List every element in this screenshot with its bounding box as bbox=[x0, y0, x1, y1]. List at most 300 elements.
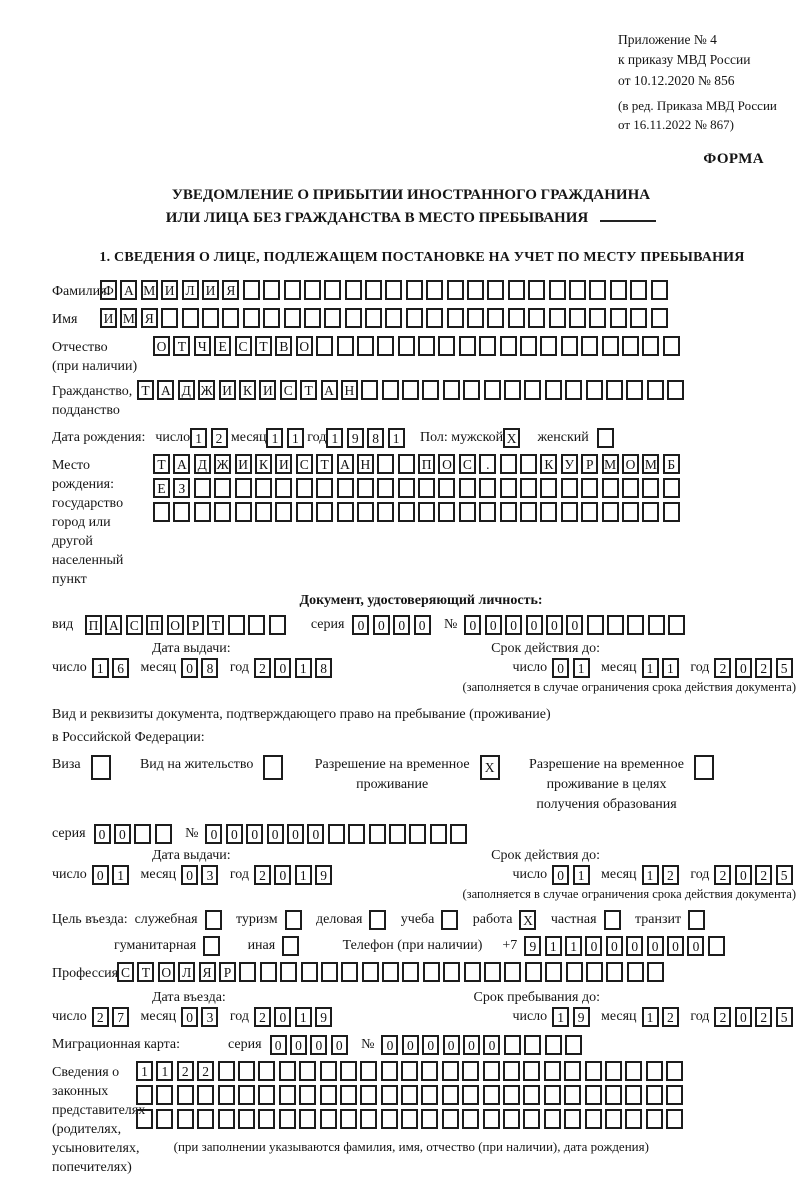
birthplace-char-box[interactable] bbox=[663, 502, 680, 522]
entry-month-box[interactable]: 0 bbox=[181, 1007, 198, 1027]
stay-until-day-box[interactable]: 1 bbox=[552, 1007, 569, 1027]
stay-doc-series-box[interactable]: 0 bbox=[114, 824, 131, 844]
citizenship-char-box[interactable] bbox=[524, 380, 541, 400]
birthplace-char-box[interactable] bbox=[337, 478, 354, 498]
birthplace-char-box[interactable] bbox=[459, 478, 476, 498]
phone-digit-box[interactable]: 1 bbox=[545, 936, 562, 956]
birthplace-char-box[interactable] bbox=[398, 478, 415, 498]
doc-type-char-box[interactable]: Т bbox=[207, 615, 224, 635]
doc-type-char-box[interactable] bbox=[228, 615, 245, 635]
representatives-char-box[interactable] bbox=[340, 1109, 357, 1129]
birthplace-char-box[interactable] bbox=[398, 454, 415, 474]
birthplace-char-box[interactable] bbox=[235, 478, 252, 498]
doc-number-box[interactable]: 0 bbox=[546, 615, 563, 635]
stay-doc-issue-month-box[interactable]: 0 bbox=[181, 865, 198, 885]
doc-issue-year-box[interactable]: 0 bbox=[274, 658, 291, 678]
birthplace-char-box[interactable] bbox=[622, 478, 639, 498]
surname-char-box[interactable] bbox=[589, 280, 606, 300]
surname-char-box[interactable] bbox=[304, 280, 321, 300]
birthplace-char-box[interactable] bbox=[214, 478, 231, 498]
visa-checkbox[interactable] bbox=[91, 755, 111, 780]
representatives-char-box[interactable] bbox=[401, 1109, 418, 1129]
birthplace-char-box[interactable] bbox=[520, 454, 537, 474]
stay-doc-number-box[interactable]: 0 bbox=[307, 824, 324, 844]
profession-char-box[interactable] bbox=[260, 962, 277, 982]
stay-doc-issue-year-box[interactable]: 1 bbox=[295, 865, 312, 885]
citizenship-char-box[interactable] bbox=[586, 380, 603, 400]
surname-char-box[interactable] bbox=[467, 280, 484, 300]
profession-char-box[interactable] bbox=[423, 962, 440, 982]
migration-series-box[interactable]: 0 bbox=[290, 1035, 307, 1055]
surname-char-box[interactable] bbox=[324, 280, 341, 300]
firstname-char-box[interactable] bbox=[304, 308, 321, 328]
birthplace-char-box[interactable]: И bbox=[275, 454, 292, 474]
phone-digit-box[interactable]: 0 bbox=[606, 936, 623, 956]
representatives-char-box[interactable] bbox=[625, 1085, 642, 1105]
firstname-char-box[interactable] bbox=[589, 308, 606, 328]
patronymic-char-box[interactable]: Е bbox=[214, 336, 231, 356]
representatives-char-box[interactable] bbox=[605, 1061, 622, 1081]
representatives-char-box[interactable] bbox=[299, 1085, 316, 1105]
birthplace-char-box[interactable] bbox=[398, 502, 415, 522]
surname-char-box[interactable]: М bbox=[141, 280, 158, 300]
patronymic-char-box[interactable]: В bbox=[275, 336, 292, 356]
stay-until-day-box[interactable]: 9 bbox=[573, 1007, 590, 1027]
entry-month-box[interactable]: 3 bbox=[201, 1007, 218, 1027]
birthdate-day-box[interactable]: 2 bbox=[211, 428, 228, 448]
representatives-char-box[interactable] bbox=[564, 1109, 581, 1129]
profession-char-box[interactable] bbox=[362, 962, 379, 982]
representatives-char-box[interactable] bbox=[544, 1061, 561, 1081]
profession-char-box[interactable] bbox=[301, 962, 318, 982]
representatives-char-box[interactable] bbox=[523, 1085, 540, 1105]
citizenship-char-box[interactable] bbox=[463, 380, 480, 400]
birthplace-char-box[interactable]: Д bbox=[194, 454, 211, 474]
patronymic-char-box[interactable] bbox=[377, 336, 394, 356]
citizenship-char-box[interactable]: С bbox=[280, 380, 297, 400]
citizenship-char-box[interactable]: И bbox=[259, 380, 276, 400]
representatives-char-box[interactable] bbox=[156, 1085, 173, 1105]
patronymic-char-box[interactable]: Т bbox=[173, 336, 190, 356]
stay-doc-number-box[interactable] bbox=[409, 824, 426, 844]
birthplace-char-box[interactable] bbox=[255, 478, 272, 498]
doc-issue-month-box[interactable]: 0 bbox=[181, 658, 198, 678]
entry-year-box[interactable]: 9 bbox=[315, 1007, 332, 1027]
entry-year-box[interactable]: 2 bbox=[254, 1007, 271, 1027]
purpose-official-checkbox[interactable] bbox=[205, 910, 222, 930]
doc-series-box[interactable]: 0 bbox=[373, 615, 390, 635]
doc-issue-day-box[interactable]: 1 bbox=[92, 658, 109, 678]
representatives-char-box[interactable] bbox=[544, 1085, 561, 1105]
firstname-char-box[interactable]: Я bbox=[141, 308, 158, 328]
birthplace-char-box[interactable] bbox=[153, 502, 170, 522]
representatives-char-box[interactable] bbox=[156, 1109, 173, 1129]
citizenship-char-box[interactable]: Т bbox=[300, 380, 317, 400]
birthplace-char-box[interactable] bbox=[520, 502, 537, 522]
stay-doc-number-box[interactable] bbox=[389, 824, 406, 844]
birthplace-char-box[interactable]: А bbox=[337, 454, 354, 474]
migration-number-box[interactable]: 0 bbox=[443, 1035, 460, 1055]
representatives-char-box[interactable] bbox=[523, 1061, 540, 1081]
citizenship-char-box[interactable] bbox=[606, 380, 623, 400]
representatives-char-box[interactable] bbox=[421, 1061, 438, 1081]
entry-day-box[interactable]: 7 bbox=[112, 1007, 129, 1027]
birthdate-year-box[interactable]: 1 bbox=[326, 428, 343, 448]
patronymic-char-box[interactable] bbox=[459, 336, 476, 356]
birthplace-char-box[interactable] bbox=[561, 478, 578, 498]
firstname-char-box[interactable] bbox=[610, 308, 627, 328]
firstname-char-box[interactable] bbox=[222, 308, 239, 328]
stay-until-month-box[interactable]: 1 bbox=[642, 1007, 659, 1027]
birthplace-char-box[interactable] bbox=[377, 502, 394, 522]
phone-digit-box[interactable]: 0 bbox=[626, 936, 643, 956]
stay-doc-expiry-month-box[interactable]: 2 bbox=[662, 865, 679, 885]
representatives-char-box[interactable] bbox=[238, 1109, 255, 1129]
patronymic-char-box[interactable] bbox=[581, 336, 598, 356]
representatives-char-box[interactable] bbox=[585, 1085, 602, 1105]
profession-char-box[interactable]: Я bbox=[199, 962, 216, 982]
birthplace-char-box[interactable]: И bbox=[235, 454, 252, 474]
birthplace-char-box[interactable] bbox=[602, 502, 619, 522]
surname-char-box[interactable]: И bbox=[202, 280, 219, 300]
stay-doc-expiry-day-box[interactable]: 0 bbox=[552, 865, 569, 885]
birthplace-char-box[interactable] bbox=[173, 502, 190, 522]
representatives-char-box[interactable] bbox=[564, 1085, 581, 1105]
birthplace-char-box[interactable] bbox=[275, 502, 292, 522]
birthplace-char-box[interactable] bbox=[500, 478, 517, 498]
firstname-char-box[interactable] bbox=[528, 308, 545, 328]
birthplace-char-box[interactable] bbox=[377, 454, 394, 474]
birthdate-year-box[interactable]: 8 bbox=[367, 428, 384, 448]
citizenship-char-box[interactable] bbox=[504, 380, 521, 400]
patronymic-char-box[interactable] bbox=[642, 336, 659, 356]
citizenship-char-box[interactable] bbox=[422, 380, 439, 400]
stay-doc-expiry-year-box[interactable]: 0 bbox=[735, 865, 752, 885]
purpose-work-checkbox[interactable]: X bbox=[519, 910, 536, 930]
doc-expiry-year-box[interactable]: 2 bbox=[755, 658, 772, 678]
representatives-char-box[interactable] bbox=[279, 1085, 296, 1105]
stay-until-year-box[interactable]: 2 bbox=[755, 1007, 772, 1027]
doc-issue-month-box[interactable]: 8 bbox=[201, 658, 218, 678]
surname-char-box[interactable]: Я bbox=[222, 280, 239, 300]
representatives-char-box[interactable] bbox=[483, 1061, 500, 1081]
birthplace-char-box[interactable]: Е bbox=[153, 478, 170, 498]
entry-year-box[interactable]: 0 bbox=[274, 1007, 291, 1027]
representatives-char-box[interactable] bbox=[625, 1109, 642, 1129]
doc-type-char-box[interactable]: А bbox=[105, 615, 122, 635]
doc-type-char-box[interactable]: П bbox=[146, 615, 163, 635]
firstname-char-box[interactable] bbox=[630, 308, 647, 328]
profession-char-box[interactable] bbox=[382, 962, 399, 982]
stay-until-month-box[interactable]: 2 bbox=[662, 1007, 679, 1027]
representatives-char-box[interactable] bbox=[523, 1109, 540, 1129]
patronymic-char-box[interactable] bbox=[520, 336, 537, 356]
migration-series-box[interactable]: 0 bbox=[331, 1035, 348, 1055]
citizenship-char-box[interactable]: Ж bbox=[198, 380, 215, 400]
representatives-char-box[interactable] bbox=[360, 1061, 377, 1081]
firstname-char-box[interactable] bbox=[426, 308, 443, 328]
profession-char-box[interactable] bbox=[464, 962, 481, 982]
stay-doc-issue-year-box[interactable]: 0 bbox=[274, 865, 291, 885]
birthplace-char-box[interactable]: Т bbox=[316, 454, 333, 474]
firstname-char-box[interactable] bbox=[182, 308, 199, 328]
doc-number-box[interactable]: 0 bbox=[505, 615, 522, 635]
birthdate-day-box[interactable]: 1 bbox=[190, 428, 207, 448]
surname-char-box[interactable]: А bbox=[120, 280, 137, 300]
stay-doc-expiry-year-box[interactable]: 2 bbox=[755, 865, 772, 885]
firstname-char-box[interactable] bbox=[263, 308, 280, 328]
migration-number-box[interactable]: 0 bbox=[422, 1035, 439, 1055]
representatives-char-box[interactable] bbox=[279, 1061, 296, 1081]
birthplace-char-box[interactable] bbox=[459, 502, 476, 522]
representatives-char-box[interactable] bbox=[320, 1061, 337, 1081]
gender-female-checkbox[interactable] bbox=[597, 428, 614, 448]
purpose-business-checkbox[interactable] bbox=[369, 910, 386, 930]
birthplace-char-box[interactable] bbox=[663, 478, 680, 498]
representatives-char-box[interactable] bbox=[666, 1085, 683, 1105]
birthplace-char-box[interactable]: С bbox=[459, 454, 476, 474]
patronymic-char-box[interactable] bbox=[418, 336, 435, 356]
representatives-char-box[interactable] bbox=[442, 1061, 459, 1081]
profession-char-box[interactable] bbox=[545, 962, 562, 982]
citizenship-char-box[interactable] bbox=[382, 380, 399, 400]
migration-series-box[interactable]: 0 bbox=[310, 1035, 327, 1055]
birthplace-char-box[interactable]: О bbox=[438, 454, 455, 474]
representatives-char-box[interactable] bbox=[503, 1109, 520, 1129]
stay-doc-number-box[interactable] bbox=[369, 824, 386, 844]
surname-char-box[interactable]: Л bbox=[182, 280, 199, 300]
birthplace-char-box[interactable] bbox=[418, 502, 435, 522]
profession-char-box[interactable] bbox=[321, 962, 338, 982]
representatives-char-box[interactable] bbox=[401, 1061, 418, 1081]
representatives-char-box[interactable] bbox=[299, 1109, 316, 1129]
birthplace-char-box[interactable] bbox=[377, 478, 394, 498]
patronymic-char-box[interactable] bbox=[540, 336, 557, 356]
profession-char-box[interactable] bbox=[647, 962, 664, 982]
surname-char-box[interactable] bbox=[345, 280, 362, 300]
birthplace-char-box[interactable] bbox=[500, 502, 517, 522]
patronymic-char-box[interactable] bbox=[663, 336, 680, 356]
surname-char-box[interactable] bbox=[508, 280, 525, 300]
birthplace-char-box[interactable] bbox=[235, 502, 252, 522]
representatives-char-box[interactable] bbox=[462, 1109, 479, 1129]
stay-doc-expiry-year-box[interactable]: 2 bbox=[714, 865, 731, 885]
representatives-char-box[interactable] bbox=[564, 1061, 581, 1081]
profession-char-box[interactable] bbox=[586, 962, 603, 982]
representatives-char-box[interactable] bbox=[218, 1061, 235, 1081]
birthplace-char-box[interactable] bbox=[438, 478, 455, 498]
birthplace-char-box[interactable] bbox=[337, 502, 354, 522]
doc-number-box[interactable]: 0 bbox=[464, 615, 481, 635]
phone-digit-box[interactable]: 0 bbox=[687, 936, 704, 956]
representatives-char-box[interactable] bbox=[666, 1061, 683, 1081]
purpose-study-checkbox[interactable] bbox=[441, 910, 458, 930]
birthplace-char-box[interactable]: Н bbox=[357, 454, 374, 474]
representatives-char-box[interactable]: 1 bbox=[136, 1061, 153, 1081]
firstname-char-box[interactable] bbox=[324, 308, 341, 328]
firstname-char-box[interactable]: М bbox=[120, 308, 137, 328]
birthplace-char-box[interactable] bbox=[479, 502, 496, 522]
representatives-char-box[interactable] bbox=[585, 1061, 602, 1081]
birthplace-char-box[interactable] bbox=[357, 502, 374, 522]
citizenship-char-box[interactable] bbox=[545, 380, 562, 400]
phone-digit-box[interactable]: 9 bbox=[524, 936, 541, 956]
surname-char-box[interactable] bbox=[426, 280, 443, 300]
birthplace-char-box[interactable] bbox=[479, 478, 496, 498]
profession-char-box[interactable]: С bbox=[117, 962, 134, 982]
stay-doc-number-box[interactable] bbox=[430, 824, 447, 844]
representatives-char-box[interactable] bbox=[299, 1061, 316, 1081]
stay-doc-issue-year-box[interactable]: 9 bbox=[315, 865, 332, 885]
birthplace-char-box[interactable]: Б bbox=[663, 454, 680, 474]
phone-digit-box[interactable]: 1 bbox=[565, 936, 582, 956]
patronymic-char-box[interactable] bbox=[438, 336, 455, 356]
firstname-char-box[interactable] bbox=[243, 308, 260, 328]
profession-char-box[interactable] bbox=[627, 962, 644, 982]
doc-issue-year-box[interactable]: 1 bbox=[295, 658, 312, 678]
firstname-char-box[interactable] bbox=[549, 308, 566, 328]
representatives-char-box[interactable] bbox=[503, 1061, 520, 1081]
representatives-char-box[interactable] bbox=[666, 1109, 683, 1129]
representatives-char-box[interactable] bbox=[646, 1061, 663, 1081]
birthplace-char-box[interactable] bbox=[642, 502, 659, 522]
representatives-char-box[interactable] bbox=[646, 1109, 663, 1129]
surname-char-box[interactable] bbox=[365, 280, 382, 300]
citizenship-char-box[interactable] bbox=[443, 380, 460, 400]
stay-doc-expiry-month-box[interactable]: 1 bbox=[642, 865, 659, 885]
birthplace-char-box[interactable]: С bbox=[296, 454, 313, 474]
representatives-char-box[interactable] bbox=[360, 1085, 377, 1105]
firstname-char-box[interactable] bbox=[569, 308, 586, 328]
representatives-char-box[interactable] bbox=[197, 1085, 214, 1105]
surname-char-box[interactable] bbox=[569, 280, 586, 300]
representatives-char-box[interactable] bbox=[218, 1085, 235, 1105]
surname-char-box[interactable] bbox=[447, 280, 464, 300]
stay-doc-expiry-day-box[interactable]: 1 bbox=[573, 865, 590, 885]
birthplace-char-box[interactable]: З bbox=[173, 478, 190, 498]
migration-series-box[interactable]: 0 bbox=[270, 1035, 287, 1055]
representatives-char-box[interactable] bbox=[320, 1109, 337, 1129]
birthdate-month-box[interactable]: 1 bbox=[287, 428, 304, 448]
stay-doc-number-box[interactable] bbox=[328, 824, 345, 844]
surname-char-box[interactable] bbox=[385, 280, 402, 300]
patronymic-char-box[interactable] bbox=[561, 336, 578, 356]
purpose-humanitarian-checkbox[interactable] bbox=[203, 936, 220, 956]
purpose-tourism-checkbox[interactable] bbox=[285, 910, 302, 930]
birthdate-month-box[interactable]: 1 bbox=[266, 428, 283, 448]
profession-char-box[interactable] bbox=[606, 962, 623, 982]
migration-number-box[interactable] bbox=[524, 1035, 541, 1055]
representatives-char-box[interactable] bbox=[238, 1085, 255, 1105]
birthplace-char-box[interactable] bbox=[255, 502, 272, 522]
citizenship-char-box[interactable] bbox=[565, 380, 582, 400]
firstname-char-box[interactable] bbox=[161, 308, 178, 328]
doc-series-box[interactable]: 0 bbox=[414, 615, 431, 635]
doc-number-box[interactable]: 0 bbox=[566, 615, 583, 635]
stay-doc-number-box[interactable] bbox=[450, 824, 467, 844]
doc-issue-year-box[interactable]: 8 bbox=[315, 658, 332, 678]
doc-expiry-year-box[interactable]: 2 bbox=[714, 658, 731, 678]
representatives-char-box[interactable] bbox=[340, 1061, 357, 1081]
birthplace-char-box[interactable]: Т bbox=[153, 454, 170, 474]
stay-doc-expiry-year-box[interactable]: 5 bbox=[776, 865, 793, 885]
representatives-char-box[interactable] bbox=[136, 1109, 153, 1129]
doc-type-char-box[interactable] bbox=[248, 615, 265, 635]
doc-type-char-box[interactable]: О bbox=[167, 615, 184, 635]
firstname-char-box[interactable] bbox=[447, 308, 464, 328]
birthdate-year-box[interactable]: 1 bbox=[388, 428, 405, 448]
doc-expiry-day-box[interactable]: 1 bbox=[573, 658, 590, 678]
stay-until-year-box[interactable]: 2 bbox=[714, 1007, 731, 1027]
surname-char-box[interactable] bbox=[243, 280, 260, 300]
firstname-char-box[interactable] bbox=[406, 308, 423, 328]
profession-char-box[interactable] bbox=[484, 962, 501, 982]
doc-series-box[interactable]: 0 bbox=[393, 615, 410, 635]
stay-until-year-box[interactable]: 5 bbox=[776, 1007, 793, 1027]
patronymic-char-box[interactable]: С bbox=[235, 336, 252, 356]
surname-char-box[interactable] bbox=[284, 280, 301, 300]
residence-permit-checkbox[interactable] bbox=[263, 755, 283, 780]
representatives-char-box[interactable] bbox=[462, 1061, 479, 1081]
doc-number-box[interactable] bbox=[648, 615, 665, 635]
stay-doc-number-box[interactable]: 0 bbox=[246, 824, 263, 844]
representatives-char-box[interactable] bbox=[605, 1109, 622, 1129]
doc-type-char-box[interactable] bbox=[269, 615, 286, 635]
representatives-char-box[interactable] bbox=[381, 1061, 398, 1081]
profession-char-box[interactable] bbox=[402, 962, 419, 982]
citizenship-char-box[interactable]: Д bbox=[178, 380, 195, 400]
doc-expiry-month-box[interactable]: 1 bbox=[662, 658, 679, 678]
migration-number-box[interactable]: 0 bbox=[483, 1035, 500, 1055]
firstname-char-box[interactable] bbox=[365, 308, 382, 328]
gender-male-checkbox[interactable]: X bbox=[503, 428, 520, 448]
firstname-char-box[interactable] bbox=[651, 308, 668, 328]
birthplace-char-box[interactable]: К bbox=[255, 454, 272, 474]
profession-char-box[interactable]: О bbox=[158, 962, 175, 982]
representatives-char-box[interactable] bbox=[442, 1109, 459, 1129]
birthplace-char-box[interactable] bbox=[418, 478, 435, 498]
stay-doc-series-box[interactable]: 0 bbox=[94, 824, 111, 844]
profession-char-box[interactable]: Л bbox=[178, 962, 195, 982]
representatives-char-box[interactable] bbox=[381, 1085, 398, 1105]
profession-char-box[interactable] bbox=[280, 962, 297, 982]
representatives-char-box[interactable] bbox=[197, 1109, 214, 1129]
representatives-char-box[interactable] bbox=[238, 1061, 255, 1081]
representatives-char-box[interactable] bbox=[340, 1085, 357, 1105]
doc-issue-year-box[interactable]: 2 bbox=[254, 658, 271, 678]
stay-doc-series-box[interactable] bbox=[155, 824, 172, 844]
purpose-transit-checkbox[interactable] bbox=[688, 910, 705, 930]
representatives-char-box[interactable] bbox=[218, 1109, 235, 1129]
birthplace-char-box[interactable] bbox=[520, 478, 537, 498]
stay-doc-issue-day-box[interactable]: 0 bbox=[92, 865, 109, 885]
doc-series-box[interactable]: 0 bbox=[352, 615, 369, 635]
birthdate-year-box[interactable]: 9 bbox=[347, 428, 364, 448]
patronymic-char-box[interactable] bbox=[337, 336, 354, 356]
profession-char-box[interactable] bbox=[504, 962, 521, 982]
stay-doc-issue-month-box[interactable]: 3 bbox=[201, 865, 218, 885]
patronymic-char-box[interactable] bbox=[398, 336, 415, 356]
patronymic-char-box[interactable] bbox=[357, 336, 374, 356]
purpose-private-checkbox[interactable] bbox=[604, 910, 621, 930]
representatives-char-box[interactable] bbox=[605, 1085, 622, 1105]
temp-residence-checkbox[interactable]: X bbox=[480, 755, 500, 780]
firstname-char-box[interactable] bbox=[508, 308, 525, 328]
birthplace-char-box[interactable] bbox=[357, 478, 374, 498]
doc-number-box[interactable] bbox=[627, 615, 644, 635]
representatives-char-box[interactable] bbox=[401, 1085, 418, 1105]
doc-number-box[interactable] bbox=[587, 615, 604, 635]
